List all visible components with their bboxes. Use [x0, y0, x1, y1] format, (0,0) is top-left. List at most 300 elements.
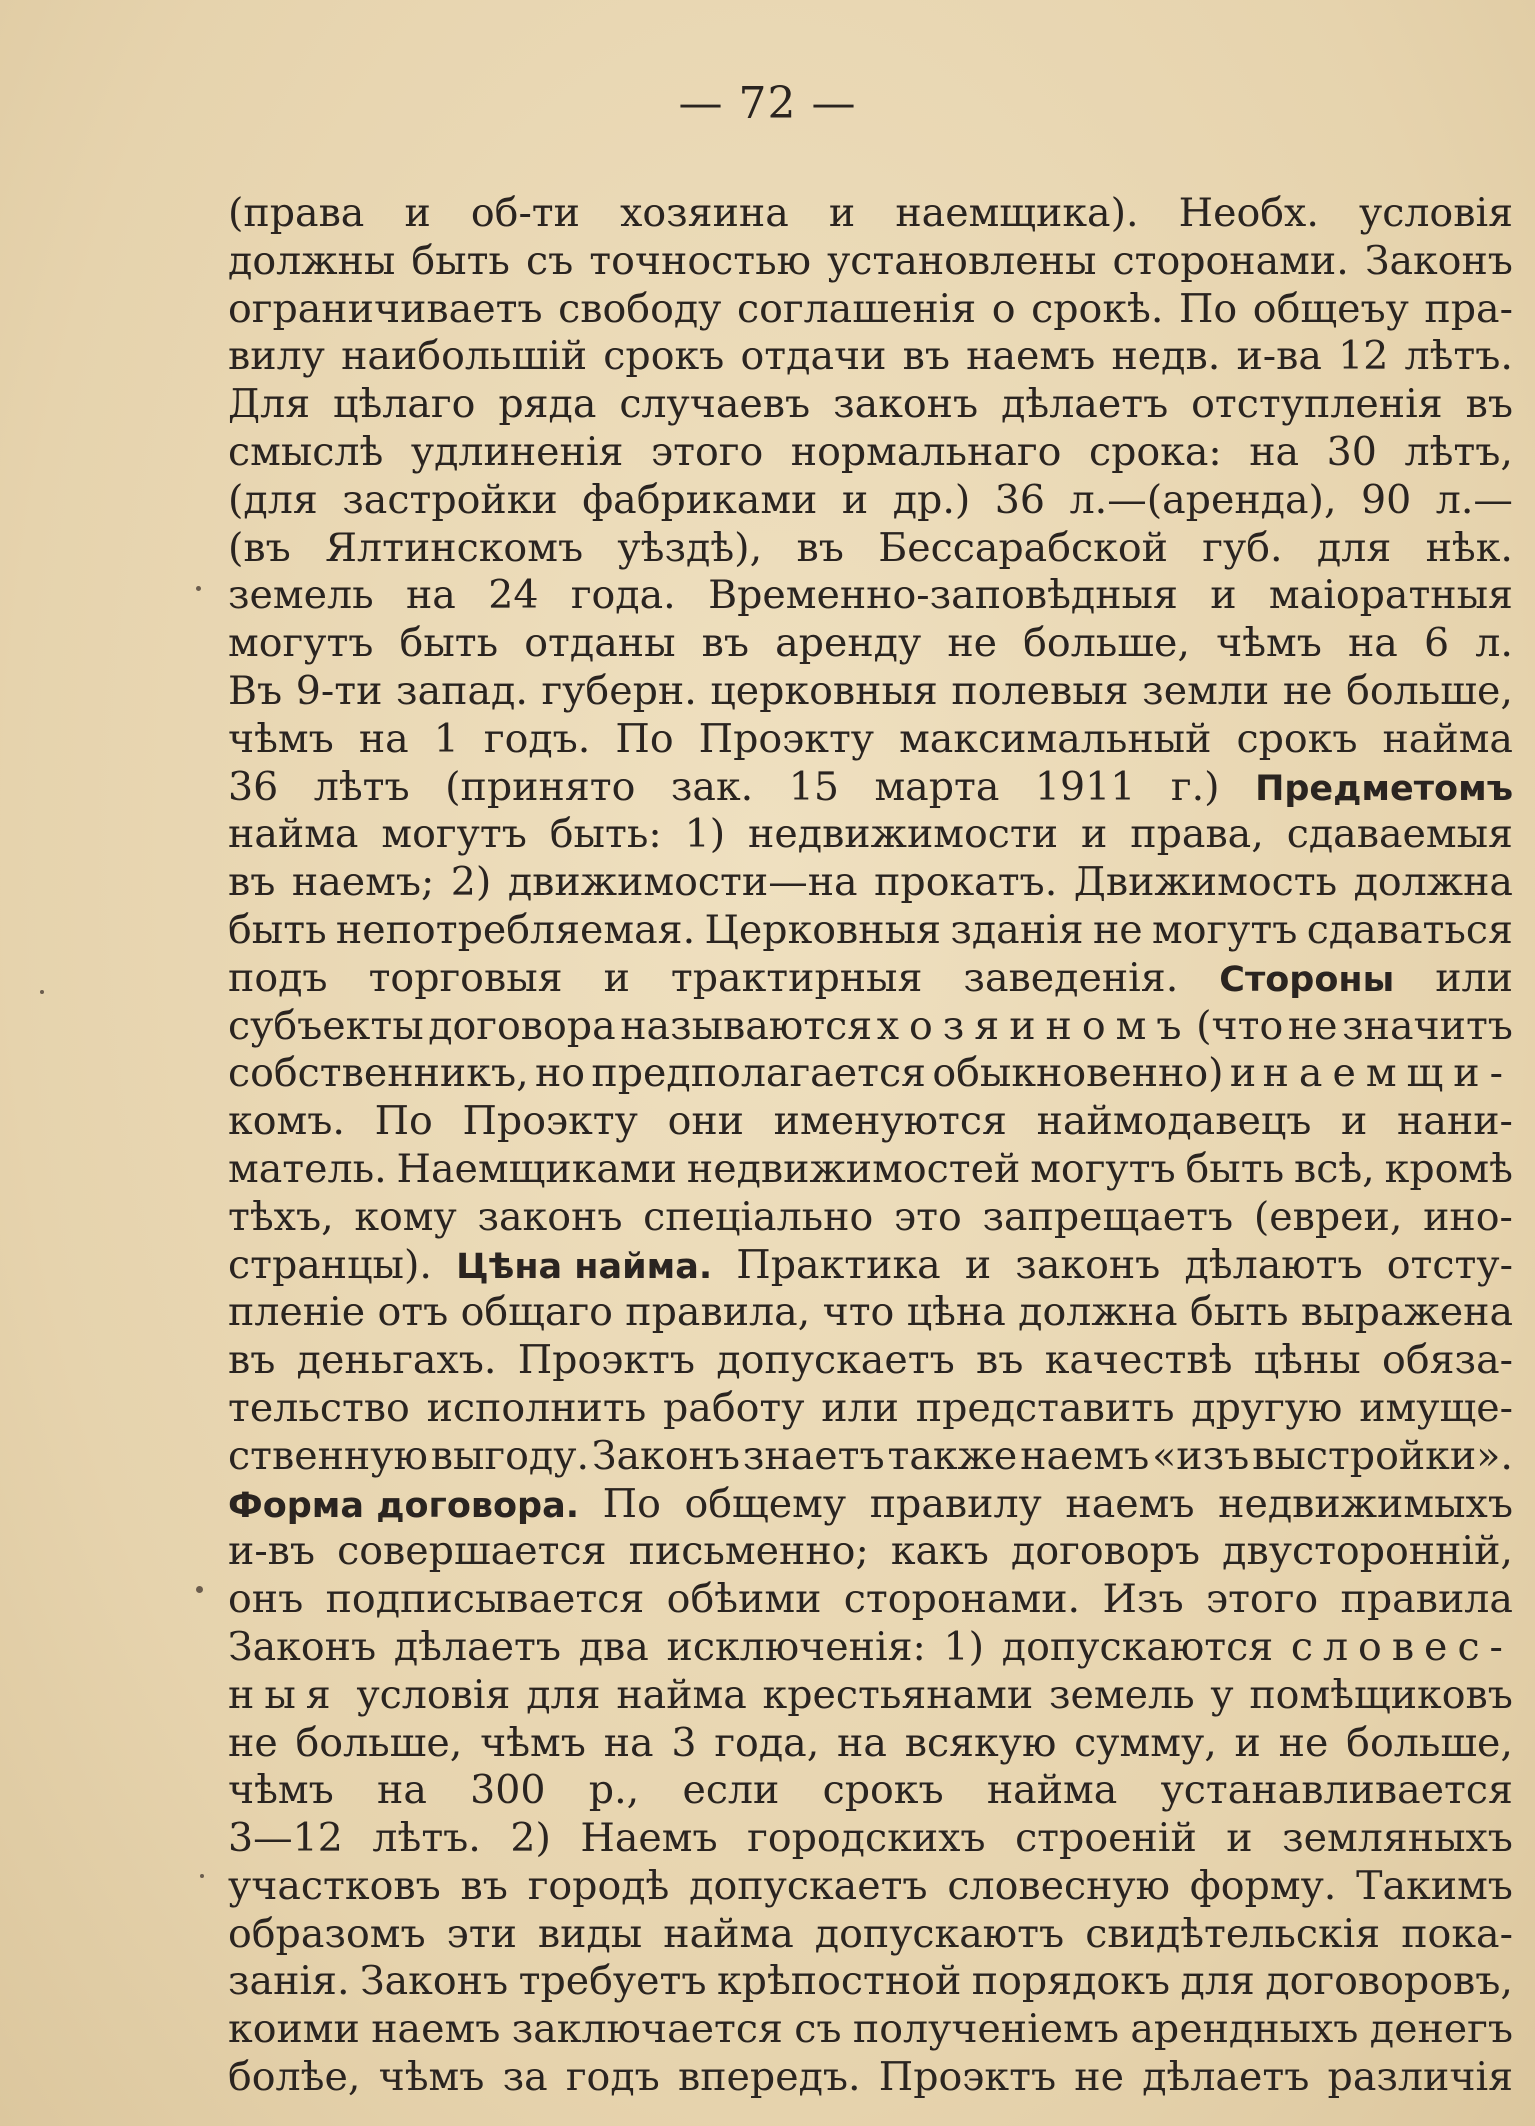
word: Проэктъ — [878, 2054, 1057, 2101]
word: въ — [902, 333, 950, 380]
word: 2) — [450, 859, 492, 906]
text-line — [228, 859, 1513, 907]
word: 24 — [488, 572, 539, 619]
word: 1911 — [1034, 763, 1136, 810]
word: допускаетъ — [689, 1862, 928, 1909]
word: права, — [1130, 811, 1264, 858]
word: они — [667, 1098, 744, 1145]
word: или — [821, 1384, 899, 1431]
word: точностью — [589, 237, 812, 284]
text-line — [228, 1624, 1513, 1672]
text-line — [228, 572, 1513, 620]
word: быть — [411, 237, 510, 284]
word: застройки — [342, 476, 558, 523]
word: смыслѣ — [228, 428, 384, 475]
word: об-ти — [470, 190, 580, 236]
word: нормальнаго — [790, 428, 1062, 475]
word: договора — [428, 1002, 616, 1049]
word: этого — [1205, 1576, 1319, 1623]
word: По — [1178, 285, 1238, 332]
word: матель. — [228, 1145, 387, 1192]
word: общему — [684, 1480, 847, 1527]
word: и — [964, 1241, 992, 1288]
word: отсту- — [1386, 1241, 1513, 1288]
word: не — [1092, 906, 1143, 953]
word: и — [1341, 1098, 1368, 1145]
word: найма — [228, 811, 359, 858]
word: подъ — [228, 954, 328, 1001]
word: запад. — [396, 667, 528, 714]
word: называются — [620, 1002, 873, 1049]
word: устанавливается — [1160, 1767, 1513, 1814]
word: (евреи, — [1253, 1193, 1403, 1240]
word: порядокъ — [971, 1958, 1171, 2005]
word: Такимъ — [1356, 1862, 1513, 1909]
word: пленіе — [228, 1289, 366, 1336]
word: коими — [228, 2006, 360, 2053]
word: Законъ — [360, 1958, 509, 2005]
word: торговыя — [368, 954, 563, 1001]
word: р., — [588, 1767, 640, 1814]
word: Законъ — [1364, 237, 1513, 284]
spaced-term: хозяиномъ — [876, 1002, 1192, 1049]
word: годъ. — [483, 715, 591, 762]
word: законъ — [477, 1193, 623, 1240]
text-line — [228, 1337, 1513, 1385]
text-line — [228, 1720, 1513, 1768]
word: цѣлаго — [333, 381, 476, 428]
word: аренду — [775, 620, 922, 667]
word: зак. — [670, 763, 754, 810]
word: прокатъ. — [874, 859, 1058, 906]
text-line — [228, 2006, 1513, 2054]
word: Практика — [736, 1241, 941, 1288]
word: обѣими — [666, 1576, 822, 1623]
word: для — [1180, 1958, 1255, 2005]
spaced-term: ныя — [228, 1671, 341, 1718]
text-line — [228, 1289, 1513, 1337]
word: земли — [1142, 667, 1270, 714]
word: лѣтъ. — [1404, 333, 1513, 380]
word: случаевъ — [619, 381, 811, 428]
word: больше, — [1346, 667, 1513, 714]
spaced-term: наемщи- — [1262, 1050, 1513, 1097]
word: общаго — [460, 1289, 613, 1336]
word: законъ — [1015, 1241, 1161, 1288]
text-line — [228, 429, 1513, 477]
word: полевыя — [951, 667, 1129, 714]
word: арендныхъ — [1130, 2006, 1359, 2053]
inline-heading: Цѣна найма. — [456, 1246, 713, 1287]
word: могутъ — [1151, 906, 1298, 953]
word: л.—(аренда), — [1069, 476, 1337, 523]
word: наемъ — [1020, 1432, 1150, 1479]
word: больше, — [295, 1719, 463, 1766]
word: Въ — [228, 667, 283, 714]
word: ственную — [228, 1432, 428, 1479]
text-line — [228, 620, 1513, 668]
spaced-term: словес- — [1290, 1623, 1513, 1670]
text-line — [228, 811, 1513, 859]
word: требуетъ — [518, 1958, 707, 2005]
inline-heading: Форма договора. — [228, 1485, 580, 1526]
word: этого — [651, 428, 764, 475]
word: недвижимыхъ — [1218, 1480, 1513, 1527]
word: дѣлаетъ — [393, 1623, 561, 1670]
word: заключается — [511, 2006, 783, 2053]
word: непотребляемая. — [335, 906, 696, 953]
text-line — [228, 668, 1513, 716]
word: и — [1081, 811, 1108, 858]
word: въ — [701, 620, 749, 667]
word: фабриками — [582, 476, 818, 523]
text-line — [228, 1385, 1513, 1433]
word: или — [1435, 954, 1513, 1001]
word: (что — [1196, 1002, 1284, 1049]
paper-speck — [196, 1586, 203, 1593]
word: больше, — [1346, 1719, 1513, 1766]
word: годъ — [565, 2054, 660, 2101]
word: удлиненія — [410, 428, 624, 475]
word: Проэктъ — [517, 1337, 696, 1384]
word: въ — [796, 524, 844, 571]
word: сумму, — [1074, 1719, 1217, 1766]
word: представить — [915, 1384, 1175, 1431]
word: чѣмъ — [228, 1767, 334, 1814]
word: лѣтъ — [313, 763, 410, 810]
word: найма — [616, 1671, 747, 1718]
word: субъекты — [228, 1002, 424, 1049]
word: строеній — [1015, 1815, 1197, 1862]
word: Временно-заповѣдныя — [708, 572, 1178, 619]
word: и — [828, 190, 856, 236]
word: договоръ — [1011, 1528, 1201, 1575]
word: 90 — [1361, 476, 1412, 523]
word: выгоду. — [430, 1432, 590, 1479]
word: Ялтинскомъ — [325, 524, 584, 571]
word: условія — [356, 1671, 511, 1718]
word: правила — [1340, 1576, 1513, 1623]
word: тельство — [228, 1384, 410, 1431]
word: занія. — [228, 1958, 350, 2005]
word: и-въ — [228, 1528, 316, 1575]
word: найма — [1382, 715, 1513, 762]
text-line — [228, 477, 1513, 525]
word: въ — [976, 1337, 1024, 1384]
word: помѣщиковъ — [1249, 1671, 1513, 1718]
word: ограничиваетъ — [228, 285, 543, 332]
word: другую — [1191, 1384, 1343, 1431]
word: сторонами. — [843, 1576, 1081, 1623]
word: заведенія. — [963, 954, 1179, 1001]
word: Для — [228, 381, 311, 428]
word: онъ — [228, 1576, 304, 1623]
word: 3 — [671, 1719, 697, 1766]
word: движимости—на — [507, 859, 858, 906]
text-line — [228, 1481, 1513, 1529]
word: дѣлаетъ — [1142, 2054, 1310, 2101]
word: въ — [228, 1337, 276, 1384]
word: 2) — [510, 1815, 551, 1862]
word: нани- — [1397, 1098, 1513, 1145]
word: земляныхъ — [1282, 1815, 1513, 1862]
word: обыкновенно) — [932, 1050, 1224, 1097]
word: форму. — [1189, 1862, 1337, 1909]
word: (для — [228, 476, 318, 523]
word: чѣмъ — [480, 1719, 586, 1766]
word: что — [822, 1289, 895, 1336]
word: чѣмъ — [1216, 620, 1322, 667]
paper-speck — [200, 1874, 204, 1878]
word: Наемщиками — [396, 1145, 677, 1192]
word: выражена — [1300, 1289, 1513, 1336]
word: дѣлаютъ — [1184, 1241, 1363, 1288]
word: л.— — [1435, 476, 1513, 523]
word: не — [947, 620, 998, 667]
word: сдаваемыя — [1286, 811, 1513, 858]
word: обяза- — [1382, 1337, 1513, 1384]
word: какъ — [890, 1528, 989, 1575]
word: могутъ — [1030, 1145, 1176, 1192]
word: срокъ — [822, 1767, 944, 1814]
word: (въ — [228, 524, 291, 571]
word: 1 — [433, 715, 459, 762]
word: быть — [399, 620, 499, 667]
word: отданы — [524, 620, 676, 667]
word: недв. — [1111, 333, 1221, 380]
word: По — [374, 1098, 433, 1145]
word: словесную — [947, 1862, 1171, 1909]
word: и — [603, 954, 630, 1001]
text-line — [228, 1911, 1513, 1959]
word: но — [534, 1050, 586, 1097]
word: не — [228, 1719, 278, 1766]
word: установлены — [827, 237, 1097, 284]
word: губерн. — [541, 667, 697, 714]
word: (права — [228, 190, 365, 236]
text-line — [228, 1863, 1513, 1911]
word: ряда — [498, 381, 597, 428]
inline-heading: Стороны — [1219, 959, 1395, 1000]
word: срока: — [1088, 428, 1222, 475]
word: совершается — [337, 1528, 607, 1575]
word: это — [893, 1193, 962, 1240]
word: не — [1287, 1002, 1338, 1049]
word: 15 — [788, 763, 839, 810]
word: года, — [714, 1719, 820, 1766]
word: допускаются — [1001, 1623, 1274, 1670]
paper-speck — [40, 990, 44, 994]
word: 6 — [1423, 620, 1450, 667]
text-line — [228, 1672, 1513, 1720]
word: крестьянами — [762, 1671, 1034, 1718]
word: чѣмъ — [228, 715, 334, 762]
word: деньгахъ. — [296, 1337, 497, 1384]
word: наймодавецъ — [1036, 1098, 1312, 1145]
text-line — [228, 238, 1513, 286]
text-line — [228, 955, 1513, 1003]
word: отъ — [377, 1289, 449, 1336]
word: съ — [794, 2006, 842, 2053]
word: отдачи — [740, 333, 887, 380]
word: знаетъ — [742, 1432, 885, 1479]
word: имуще- — [1359, 1384, 1513, 1431]
word: подписывается — [325, 1576, 645, 1623]
word: должна — [1353, 859, 1513, 906]
word: наемъ; — [291, 859, 435, 906]
word: могутъ — [381, 811, 527, 858]
word: собственникъ, — [228, 1050, 529, 1097]
word: срокѣ. — [1031, 285, 1164, 332]
word: 30 — [1326, 428, 1377, 475]
word: маіоратныя — [1268, 572, 1513, 619]
text-line — [228, 2054, 1513, 2102]
word: на — [603, 1719, 654, 1766]
word: допускаетъ — [716, 1337, 955, 1384]
word: наибольшій — [341, 333, 588, 380]
word: л. — [1475, 620, 1513, 667]
text-line — [228, 525, 1513, 573]
word: свободу — [558, 285, 722, 332]
word: на — [405, 572, 456, 619]
text-line — [228, 1767, 1513, 1815]
word: 3—12 — [228, 1815, 343, 1862]
word: городскихъ — [747, 1815, 986, 1862]
word: года. — [570, 572, 676, 619]
text-line — [228, 1815, 1513, 1863]
word: земель — [228, 572, 374, 619]
word: больше, — [1023, 620, 1190, 667]
word: церковныя — [710, 667, 938, 714]
word: и — [841, 476, 869, 523]
word: уѣздѣ), — [617, 524, 763, 571]
word: комъ. — [228, 1098, 345, 1145]
word: максимальный — [899, 715, 1212, 762]
word: губ. — [1202, 524, 1283, 571]
text-line — [228, 286, 1513, 334]
text-line — [228, 1576, 1513, 1624]
text-line — [228, 1242, 1513, 1290]
word: впередъ. — [677, 2054, 861, 2101]
word: съ — [525, 237, 574, 284]
word: Законъ — [591, 1432, 740, 1479]
word: лѣтъ. — [372, 1815, 481, 1862]
word: 36 — [228, 763, 279, 810]
word: нѣк. — [1425, 524, 1513, 571]
word: въ — [228, 859, 276, 906]
word: на — [837, 1719, 887, 1766]
word: странцы). — [228, 1241, 432, 1288]
page-number: — 72 — — [678, 78, 857, 129]
word: кромѣ — [1384, 1145, 1513, 1192]
word: срокъ — [603, 333, 725, 380]
word: сдаваться — [1306, 906, 1513, 953]
word: въ — [1465, 381, 1513, 428]
word: недвижимости — [748, 811, 1059, 858]
word: законъ — [833, 381, 979, 428]
word: быть — [228, 906, 327, 953]
word: исключенія: — [666, 1623, 926, 1670]
word: выстройки». — [1252, 1432, 1513, 1479]
word: для — [1316, 524, 1392, 571]
word: дѣлаетъ — [1001, 381, 1169, 428]
word: наемъ — [966, 333, 1096, 380]
word: Изъ — [1102, 1576, 1184, 1623]
word: качествѣ — [1044, 1337, 1233, 1384]
word: и-ва — [1236, 333, 1322, 380]
word: хозяина — [620, 190, 789, 236]
word: недвижимостей — [686, 1145, 1021, 1192]
text-line — [228, 716, 1513, 764]
word: По — [602, 1480, 661, 1527]
word: Движимость — [1073, 859, 1338, 906]
word: кому — [354, 1193, 457, 1240]
word: ино- — [1423, 1193, 1513, 1240]
word: должны — [228, 237, 396, 284]
word: если — [682, 1767, 780, 1814]
text-line — [228, 190, 1513, 238]
word: найма — [663, 1910, 794, 1957]
word: наемщика). — [895, 190, 1139, 236]
word: 300 — [470, 1767, 546, 1814]
text-line — [228, 1146, 1513, 1194]
word: не — [1282, 667, 1333, 714]
word: два — [578, 1623, 649, 1670]
word: также — [887, 1432, 1018, 1479]
word: тѣхъ, — [228, 1193, 334, 1240]
word: и — [1226, 1815, 1253, 1862]
word: для — [526, 1671, 601, 1718]
text-line — [228, 1433, 1513, 1481]
word: и — [1210, 572, 1237, 619]
word: Проэкту — [462, 1098, 638, 1145]
word: условія — [1358, 190, 1513, 236]
inline-heading: Предметомъ — [1255, 768, 1513, 809]
text-line — [228, 1528, 1513, 1576]
word: могутъ — [228, 620, 374, 667]
word: быть — [1189, 1289, 1289, 1336]
word: работу — [663, 1384, 805, 1431]
word: лѣтъ, — [1404, 428, 1513, 475]
word: г.) — [1170, 763, 1220, 810]
word: и — [404, 190, 431, 236]
word: письменно; — [628, 1528, 869, 1575]
word: наемъ — [1065, 1480, 1195, 1527]
word: Проэкту — [698, 715, 875, 762]
word: вилу — [228, 333, 325, 380]
word: 1) — [943, 1623, 985, 1670]
text-line — [228, 1098, 1513, 1146]
word: на — [358, 715, 409, 762]
word: Необх. — [1178, 190, 1319, 236]
word: именуются — [773, 1098, 1007, 1145]
word: о — [991, 285, 1016, 332]
text-line — [228, 381, 1513, 429]
paper-speck — [196, 586, 201, 591]
word: болѣе, — [228, 2054, 361, 2101]
word: свидѣтельскія — [1085, 1910, 1381, 1957]
word: чѣмъ — [378, 2054, 485, 2101]
word: Бессарабской — [878, 524, 1168, 571]
word: и — [1229, 1050, 1257, 1097]
word: сторонами. — [1112, 237, 1349, 284]
word: зданія — [950, 906, 1084, 953]
word: Церковныя — [704, 906, 941, 953]
word: правила, — [625, 1289, 811, 1336]
text-line — [228, 333, 1513, 381]
word: наемъ — [371, 2006, 501, 2053]
word: всѣ, — [1294, 1145, 1375, 1192]
